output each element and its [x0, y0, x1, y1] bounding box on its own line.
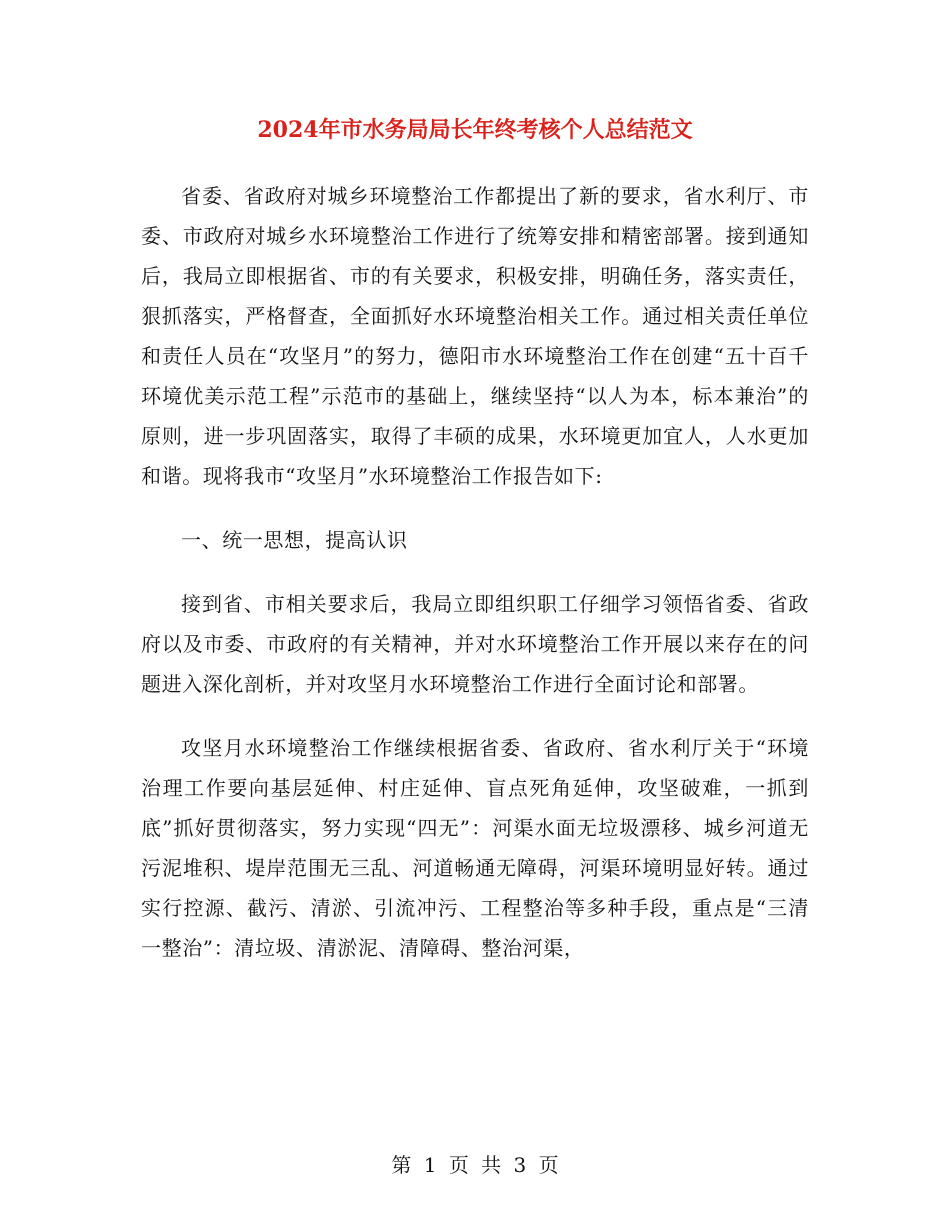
paragraph-intro: 省委、省政府对城乡环境整治工作都提出了新的要求，省水利厅、市委、市政府对城乡水环境整治工作进行了统筹安排和精密部署。接到通知后，我局立即根据省、市的有关要求，积极安排，明确任务，落实责任，狠抓落实，严格督查，全面抓好水环境整治相关工作。通过相关责任单位和责任人员在“攻坚月”的努力，德阳市水环境整治工作在创建“五十百千环境优美示范工程”示范市的基础上，继续坚持“以人为本，标本兼治”的原则，进一步巩固落实，取得了丰硕的成果，水环境更加宜人，人水更加和谐。现将我市“攻坚月”水环境整治工作报告如下:: [141, 184, 809, 488]
paragraph-section-1: 接到省、市相关要求后，我局立即组织职工仔细学习领悟省委、省政府以及市委、市政府的有关精神，并对水环境整治工作开展以来存在的问题进入深化剖析，并对攻坚月水环境整治工作进行全面讨论和部署。: [141, 592, 809, 696]
page-number: 第 1 页 共 3 页: [391, 1153, 559, 1177]
section-heading-1: 一、统一思想，提高认识: [181, 528, 408, 552]
document-title: 2024年市水务局局长年终考核个人总结范文: [257, 117, 693, 143]
paragraph-section-2: 攻坚月水环境整治工作继续根据省委、省政府、省水利厅关于“环境治理工作要向基层延伸、村庄延伸、盲点死角延伸，攻坚破难，一抓到底”抓好贯彻落实，努力实现“四无”：河渠水面无垃圾漂移、城乡河道无污泥堆积、堤岸范围无三乱、河道畅通无障碍，河渠环境明显好转。通过实行控源、截污、清淤、引流冲污、工程整治等多种手段，重点是“三清一整治”：清垃圾、清淤泥、清障碍、整治河渠，: [141, 736, 809, 960]
document-body: [141, 176, 809, 968]
